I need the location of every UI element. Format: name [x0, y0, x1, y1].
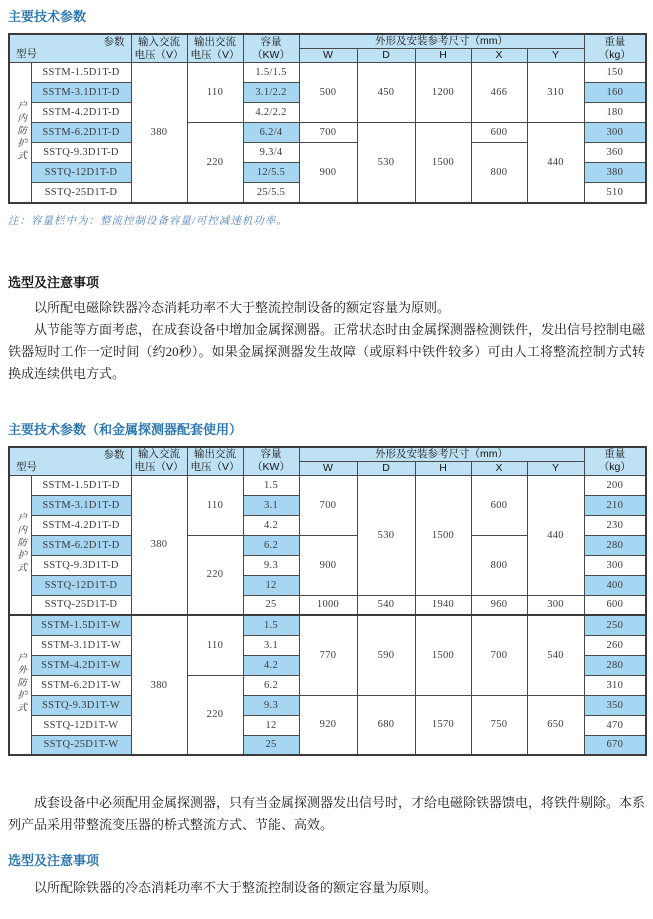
weight-cell: 200: [584, 475, 646, 495]
model-cell: SSTQ-25D1T-W: [31, 735, 131, 755]
spec-table-1: [8, 33, 647, 204]
model-cell: SSTM-1.5D1T-D: [31, 63, 131, 83]
weight-cell: 250: [584, 615, 646, 635]
capacity-cell: 9.3: [243, 555, 299, 575]
capacity-note: 注：容量栏中为：整流控制设备容量/可控减速机功率。: [8, 215, 288, 227]
capacity-cell: 25: [243, 595, 299, 615]
dim-d-cell: 530: [357, 475, 415, 595]
dim-x-cell: 600: [471, 123, 527, 143]
dim-d-cell: 590: [357, 615, 415, 695]
model-cell: SSTM-6.2D1T-D: [31, 535, 131, 555]
weight-cell: 210: [584, 495, 646, 515]
model-cell: SSTM-4.2D1T-D: [31, 515, 131, 535]
capacity-cell: 1.5: [243, 615, 299, 635]
header-weight: 重量 （kg）: [584, 447, 646, 476]
header-capacity: 容量 （KW）: [243, 34, 299, 63]
capacity-cell: 12: [243, 715, 299, 735]
dim-x-cell: 960: [471, 595, 527, 615]
header-dim-d: D: [357, 461, 415, 475]
model-cell: SSTQ-12D1T-W: [31, 715, 131, 735]
dim-y-cell: 440: [527, 123, 584, 203]
output-voltage-cell: 220: [187, 535, 243, 615]
header-output-voltage: 输出交流 电压（V）: [187, 447, 243, 476]
weight-cell: 180: [584, 103, 646, 123]
paragraph: 成套设备中必须配用金属探测器，只有当金属探测器发出信号时，才给电磁除铁器馈电，将铁件剔除。本系列产品采用带整流变压器的桥式整流方式、节能、高效。: [8, 795, 646, 832]
spec-table-2: [8, 446, 647, 757]
section-heading-selection-2: 选型及注意事项: [8, 853, 100, 868]
weight-cell: 150: [584, 63, 646, 83]
table-row: [9, 695, 646, 715]
dim-d-cell: 540: [357, 595, 415, 615]
output-voltage-cell: 220: [187, 675, 243, 755]
weight-cell: 280: [584, 535, 646, 555]
header-param-label: 参数: [103, 448, 125, 461]
dim-w-cell: 500: [299, 63, 357, 123]
dim-x-cell: 700: [471, 615, 527, 695]
capacity-cell: 3.1/2.2: [243, 83, 299, 103]
capacity-cell: 12/5.5: [243, 163, 299, 183]
capacity-cell: 3.1: [243, 635, 299, 655]
header-dim-x: X: [471, 461, 527, 475]
dim-h-cell: 1200: [415, 63, 471, 123]
header-input-voltage: 输入交流 电压（V）: [131, 34, 187, 63]
section-title-main-params: 主要技术参数: [8, 9, 87, 24]
dim-h-cell: 1500: [415, 615, 471, 695]
model-cell: SSTM-6.2D1T-W: [31, 675, 131, 695]
group-label-indoor: 户内防护式: [9, 63, 31, 203]
model-cell: SSTQ-9.3D1T-W: [31, 695, 131, 715]
capacity-cell: 25/5.5: [243, 183, 299, 203]
dim-x-cell: 466: [471, 63, 527, 123]
model-cell: SSTM-6.2D1T-D: [31, 123, 131, 143]
dim-x-cell: 800: [471, 143, 527, 203]
header-capacity: 容量 （KW）: [243, 447, 299, 476]
weight-cell: 380: [584, 163, 646, 183]
output-voltage-cell: 110: [187, 63, 243, 123]
section-heading-selection-1: 选型及注意事项: [8, 274, 100, 290]
weight-cell: 400: [584, 575, 646, 595]
header-weight: 重量 （kg）: [584, 34, 646, 63]
header-dim-y: Y: [527, 49, 584, 63]
weight-cell: 350: [584, 695, 646, 715]
header-dim-d: D: [357, 49, 415, 63]
table-row: [9, 123, 646, 143]
paragraph: 从节能等方面考虑，在成套设备中增加金属探测器。正常状态时由金属探测器检测铁件，发出信号控制电磁铁器短时工作一定时间（约20秒）。如果金属探测器发生故障（或原料中铁件较多）可由人工将整流控制方式转换成连续供电方式。: [8, 321, 646, 381]
table-row: [9, 63, 646, 83]
dim-d-cell: 450: [357, 63, 415, 123]
header-dim-w: W: [299, 461, 357, 475]
diagonal-header-cell: [9, 34, 131, 63]
model-cell: SSTM-4.2D1T-D: [31, 103, 131, 123]
dim-h-cell: 1500: [415, 475, 471, 595]
dim-d-cell: 680: [357, 695, 415, 755]
capacity-cell: 12: [243, 575, 299, 595]
weight-cell: 260: [584, 635, 646, 655]
dim-y-cell: 300: [527, 595, 584, 615]
capacity-cell: 25: [243, 735, 299, 755]
dim-y-cell: 310: [527, 63, 584, 123]
capacity-cell: 6.2: [243, 535, 299, 555]
dim-w-cell: 700: [299, 475, 357, 535]
header-output-voltage: 输出交流 电压（V）: [187, 34, 243, 63]
capacity-cell: 4.2: [243, 515, 299, 535]
header-dim-h: H: [415, 49, 471, 63]
dim-x-cell: 600: [471, 475, 527, 535]
input-voltage-cell: 380: [131, 615, 187, 755]
input-voltage-cell: 380: [131, 63, 187, 203]
dim-h-cell: 1500: [415, 123, 471, 203]
weight-cell: 670: [584, 735, 646, 755]
model-cell: SSTQ-25D1T-D: [31, 183, 131, 203]
weight-cell: 300: [584, 123, 646, 143]
capacity-cell: 1.5: [243, 475, 299, 495]
model-cell: SSTM-4.2D1T-W: [31, 655, 131, 675]
capacity-cell: 1.5/1.5: [243, 63, 299, 83]
capacity-cell: 9.3: [243, 695, 299, 715]
dim-w-cell: 700: [299, 123, 357, 143]
table-row: [9, 595, 646, 615]
header-dim-h: H: [415, 461, 471, 475]
header-model-label: 型号: [16, 460, 37, 473]
weight-cell: 470: [584, 715, 646, 735]
dim-y-cell: 650: [527, 695, 584, 755]
output-voltage-cell: 110: [187, 615, 243, 675]
dim-w-cell: 1000: [299, 595, 357, 615]
dim-d-cell: 530: [357, 123, 415, 203]
paragraph: 以所配除铁器的冷态消耗功率不大于整流控制设备的额定容量为原则。: [34, 880, 438, 895]
table-row: [9, 475, 646, 495]
weight-cell: 310: [584, 675, 646, 695]
weight-cell: 300: [584, 555, 646, 575]
group-label-outdoor: 户外防护式: [9, 615, 31, 755]
header-model-label: 型号: [16, 48, 37, 60]
group-label-indoor: 户内防护式: [9, 475, 31, 615]
model-cell: SSTQ-9.3D1T-D: [31, 555, 131, 575]
model-cell: SSTM-1.5D1T-D: [31, 475, 131, 495]
dim-w-cell: 770: [299, 615, 357, 695]
weight-cell: 230: [584, 515, 646, 535]
input-voltage-cell: 380: [131, 475, 187, 615]
capacity-cell: 3.1: [243, 495, 299, 515]
output-voltage-cell: 110: [187, 475, 243, 535]
dim-y-cell: 440: [527, 475, 584, 595]
capacity-cell: 4.2/2.2: [243, 103, 299, 123]
weight-cell: 160: [584, 83, 646, 103]
model-cell: SSTM-3.1D1T-D: [31, 495, 131, 515]
model-cell: SSTQ-9.3D1T-D: [31, 143, 131, 163]
model-cell: SSTQ-25D1T-D: [31, 595, 131, 615]
output-voltage-cell: 220: [187, 123, 243, 203]
capacity-cell: 6.2: [243, 675, 299, 695]
weight-cell: 600: [584, 595, 646, 615]
diagonal-header-cell: [9, 447, 131, 476]
paragraph: 以所配电磁除铁器冷态消耗功率不大于整流控制设备的额定容量为原则。: [34, 299, 451, 315]
capacity-cell: 4.2: [243, 655, 299, 675]
capacity-cell: 6.2/4: [243, 123, 299, 143]
model-cell: SSTM-1.5D1T-W: [31, 615, 131, 635]
header-dim-w: W: [299, 49, 357, 63]
dim-y-cell: 540: [527, 615, 584, 695]
dim-w-cell: 920: [299, 695, 357, 755]
weight-cell: 360: [584, 143, 646, 163]
section-title-params-with-detector: 主要技术参数（和金属探测器配套使用）: [8, 421, 243, 437]
header-input-voltage: 输入交流 电压（V）: [131, 447, 187, 476]
header-dim-x: X: [471, 49, 527, 63]
header-dim-y: Y: [527, 461, 584, 475]
weight-cell: 280: [584, 655, 646, 675]
model-cell: SSTM-3.1D1T-W: [31, 635, 131, 655]
dim-h-cell: 1570: [415, 695, 471, 755]
weight-cell: 510: [584, 183, 646, 203]
dim-w-cell: 900: [299, 535, 357, 595]
model-cell: SSTM-3.1D1T-D: [31, 83, 131, 103]
header-param-label: 参数: [103, 36, 125, 48]
header-dimensions: 外形及安装参考尺寸（mm）: [299, 34, 584, 49]
dim-x-cell: 800: [471, 535, 527, 595]
dim-x-cell: 750: [471, 695, 527, 755]
model-cell: SSTQ-12D1T-D: [31, 163, 131, 183]
dim-h-cell: 1940: [415, 595, 471, 615]
header-dimensions: 外形及安装参考尺寸（mm）: [299, 447, 584, 462]
dim-w-cell: 900: [299, 143, 357, 203]
capacity-cell: 9.3/4: [243, 143, 299, 163]
table-row: [9, 615, 646, 635]
model-cell: SSTQ-12D1T-D: [31, 575, 131, 595]
